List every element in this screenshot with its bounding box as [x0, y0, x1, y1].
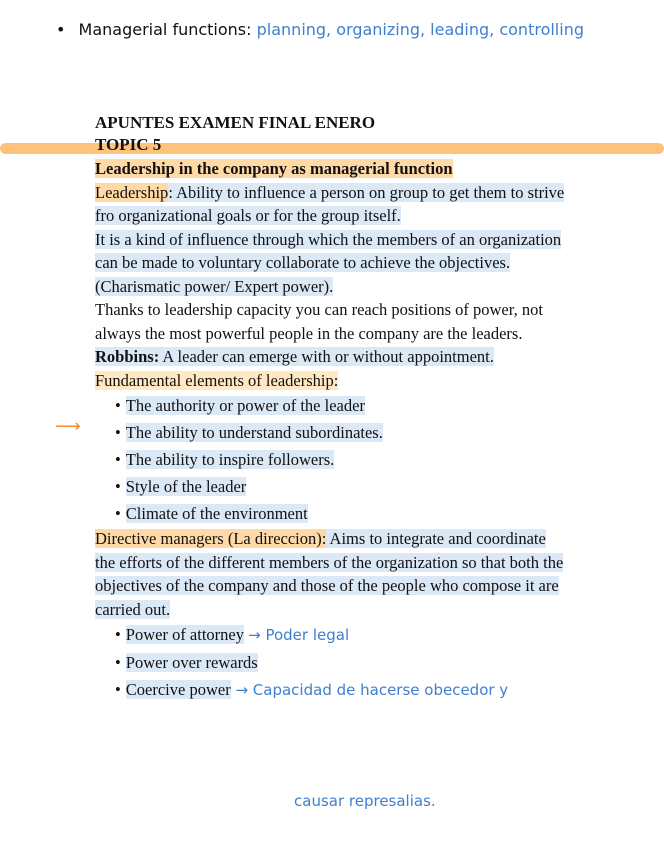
list-item: • Climate of the environment — [115, 500, 565, 527]
managerial-functions-value: planning, organizing, leading, controlling — [256, 20, 584, 39]
bullet-dot: • — [56, 20, 66, 39]
paragraph-leadership: Leadership: Ability to influence a person on group to get them to strive fro organizational goals or for the group itself. — [95, 182, 565, 225]
list-item: • Style of the leader — [115, 473, 565, 500]
list-item: • Power of attorney → Poder legal — [115, 621, 565, 649]
list-item: • The ability to understand subordinates. — [115, 419, 565, 446]
handwritten-note-continued: causar represalias. — [294, 792, 436, 810]
document-body — [95, 112, 565, 704]
top-bullet — [56, 20, 584, 39]
paragraph-capacity: Thanks to leadership capacity you can reach positions of power, not always the most powerful people in the company are the leaders. — [95, 300, 543, 343]
term-leadership: Leadership — [95, 182, 169, 202]
powers-list — [115, 621, 565, 704]
list-item: • Coercive power → Capacidad de hacerse obecedor y — [115, 676, 565, 704]
robbins-label: Robbins: — [95, 347, 160, 366]
handwritten-note: → Poder legal — [248, 626, 350, 644]
elements-list — [115, 392, 565, 527]
list-item: • The authority or power of the leader — [115, 392, 565, 419]
handwritten-note: → Capacidad de hacerse obecedor y — [230, 681, 509, 699]
paragraph-robbins: Robbins: A leader can emerge with or without appointment. — [95, 347, 494, 366]
elements-heading: Fundamental elements of leadership: — [95, 370, 339, 390]
list-item: • Power over rewards — [115, 649, 565, 676]
list-item: • The ability to inspire followers. — [115, 446, 565, 473]
managerial-functions-label: Managerial functions: — [78, 20, 252, 39]
section-heading: Leadership in the company as managerial function — [95, 159, 453, 178]
paragraph-directive: Directive managers (La direccion): Aims to integrate and coordinate the efforts of the different members of the organization so that both the objectives of the company and those of the people who compose it are carried out. — [95, 529, 564, 619]
topic-title: TOPIC 5 — [95, 135, 162, 154]
doc-title: APUNTES EXAMEN FINAL ENERO — [95, 113, 376, 132]
arrow-icon: ⟶ — [55, 416, 81, 436]
term-directive: Directive managers (La direccion): — [95, 529, 327, 548]
paragraph-influence: It is a kind of influence through which the members of an organization can be made to voluntary collaborate to achieve the objectives. (Charismatic power/ Expert power). — [95, 229, 562, 296]
